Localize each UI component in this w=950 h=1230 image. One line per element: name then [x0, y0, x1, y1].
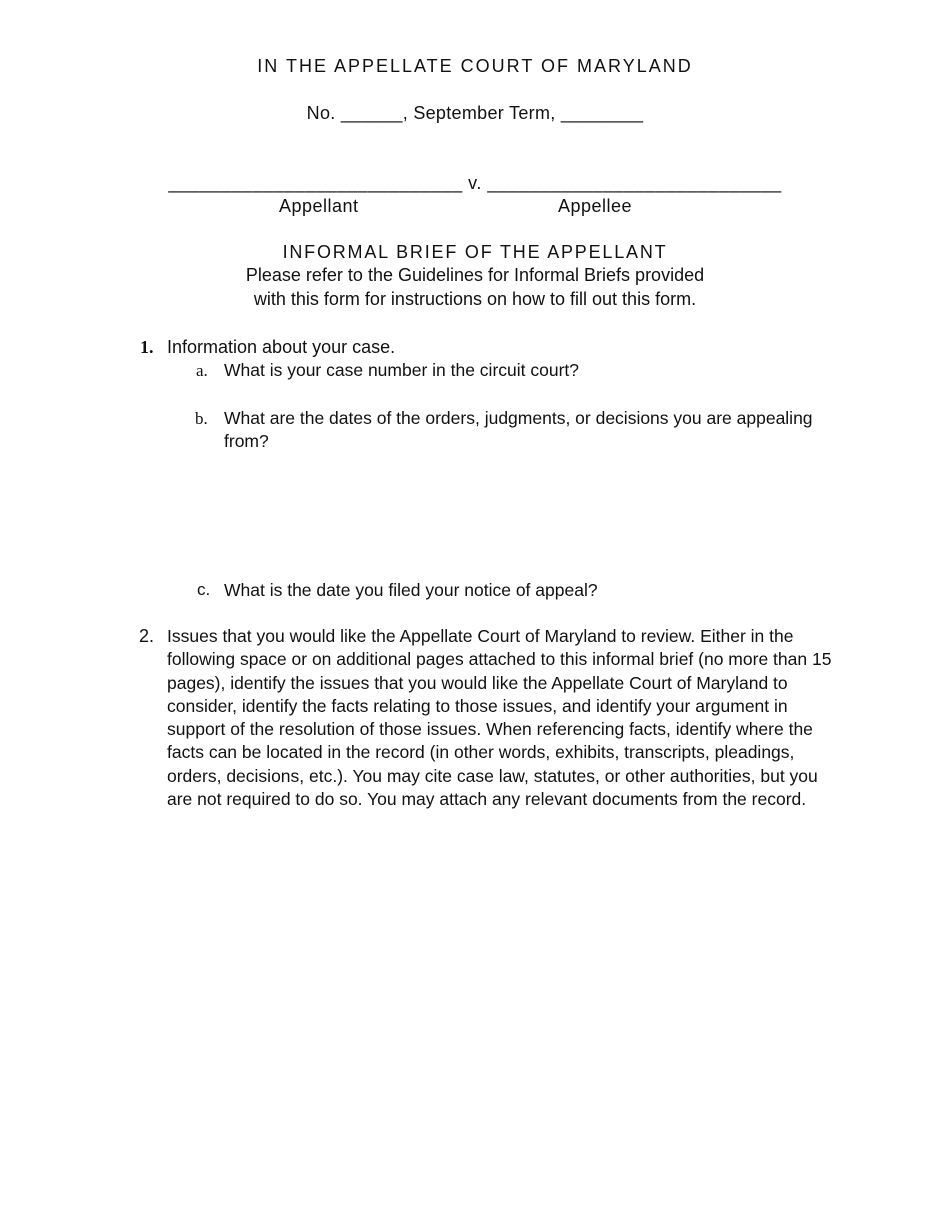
case-number-line: No. ______, September Term, ________: [306, 103, 644, 123]
question-1b-letter: b.: [195, 409, 208, 428]
instructions-line-2: with this form for instructions on how to fill out this form.: [253, 289, 697, 309]
parties-line: ____________________________ v. ____________________________: [168, 173, 782, 193]
question-2-number: 2.: [139, 626, 155, 646]
question-1c-letter: c.: [197, 580, 211, 599]
question-1a-text: What is your case number in the circuit court?: [224, 360, 580, 380]
question-1-number: 1.: [140, 337, 154, 357]
question-1b-text: What are the dates of the orders, judgments, or decisions you are appealing from?: [224, 408, 813, 451]
appellee-label: Appellee: [558, 196, 633, 216]
court-title: IN THE APPELLATE COURT OF MARYLAND: [257, 56, 693, 76]
appellant-label: Appellant: [279, 196, 359, 216]
question-1a-letter: a.: [196, 361, 208, 380]
question-2-text: Issues that you would like the Appellate Court of Maryland to review. Either in the following space or on additional pages attached to this informal brief (no more than 15 pages), identify the issues that you would like the Appellate Court of Maryland to consider, identify the facts relating to those issues, and identify your argument in support of the resolution of those issues. When referencing facts, identify where the facts can be located in the record (in other words, exhibits, transcripts, pleadings, orders, decisions, etc.). You may cite case law, statutes, or other authorities, but you are not required to do so. You may attach any relevant documents from the record.: [167, 626, 832, 810]
brief-title: INFORMAL BRIEF OF THE APPELLANT: [282, 242, 668, 262]
question-1c-text: What is the date you filed your notice of appeal?: [224, 580, 598, 600]
question-1-text: Information about your case.: [167, 337, 396, 357]
instructions-line-1: Please refer to the Guidelines for Informal Briefs provided: [245, 265, 705, 285]
